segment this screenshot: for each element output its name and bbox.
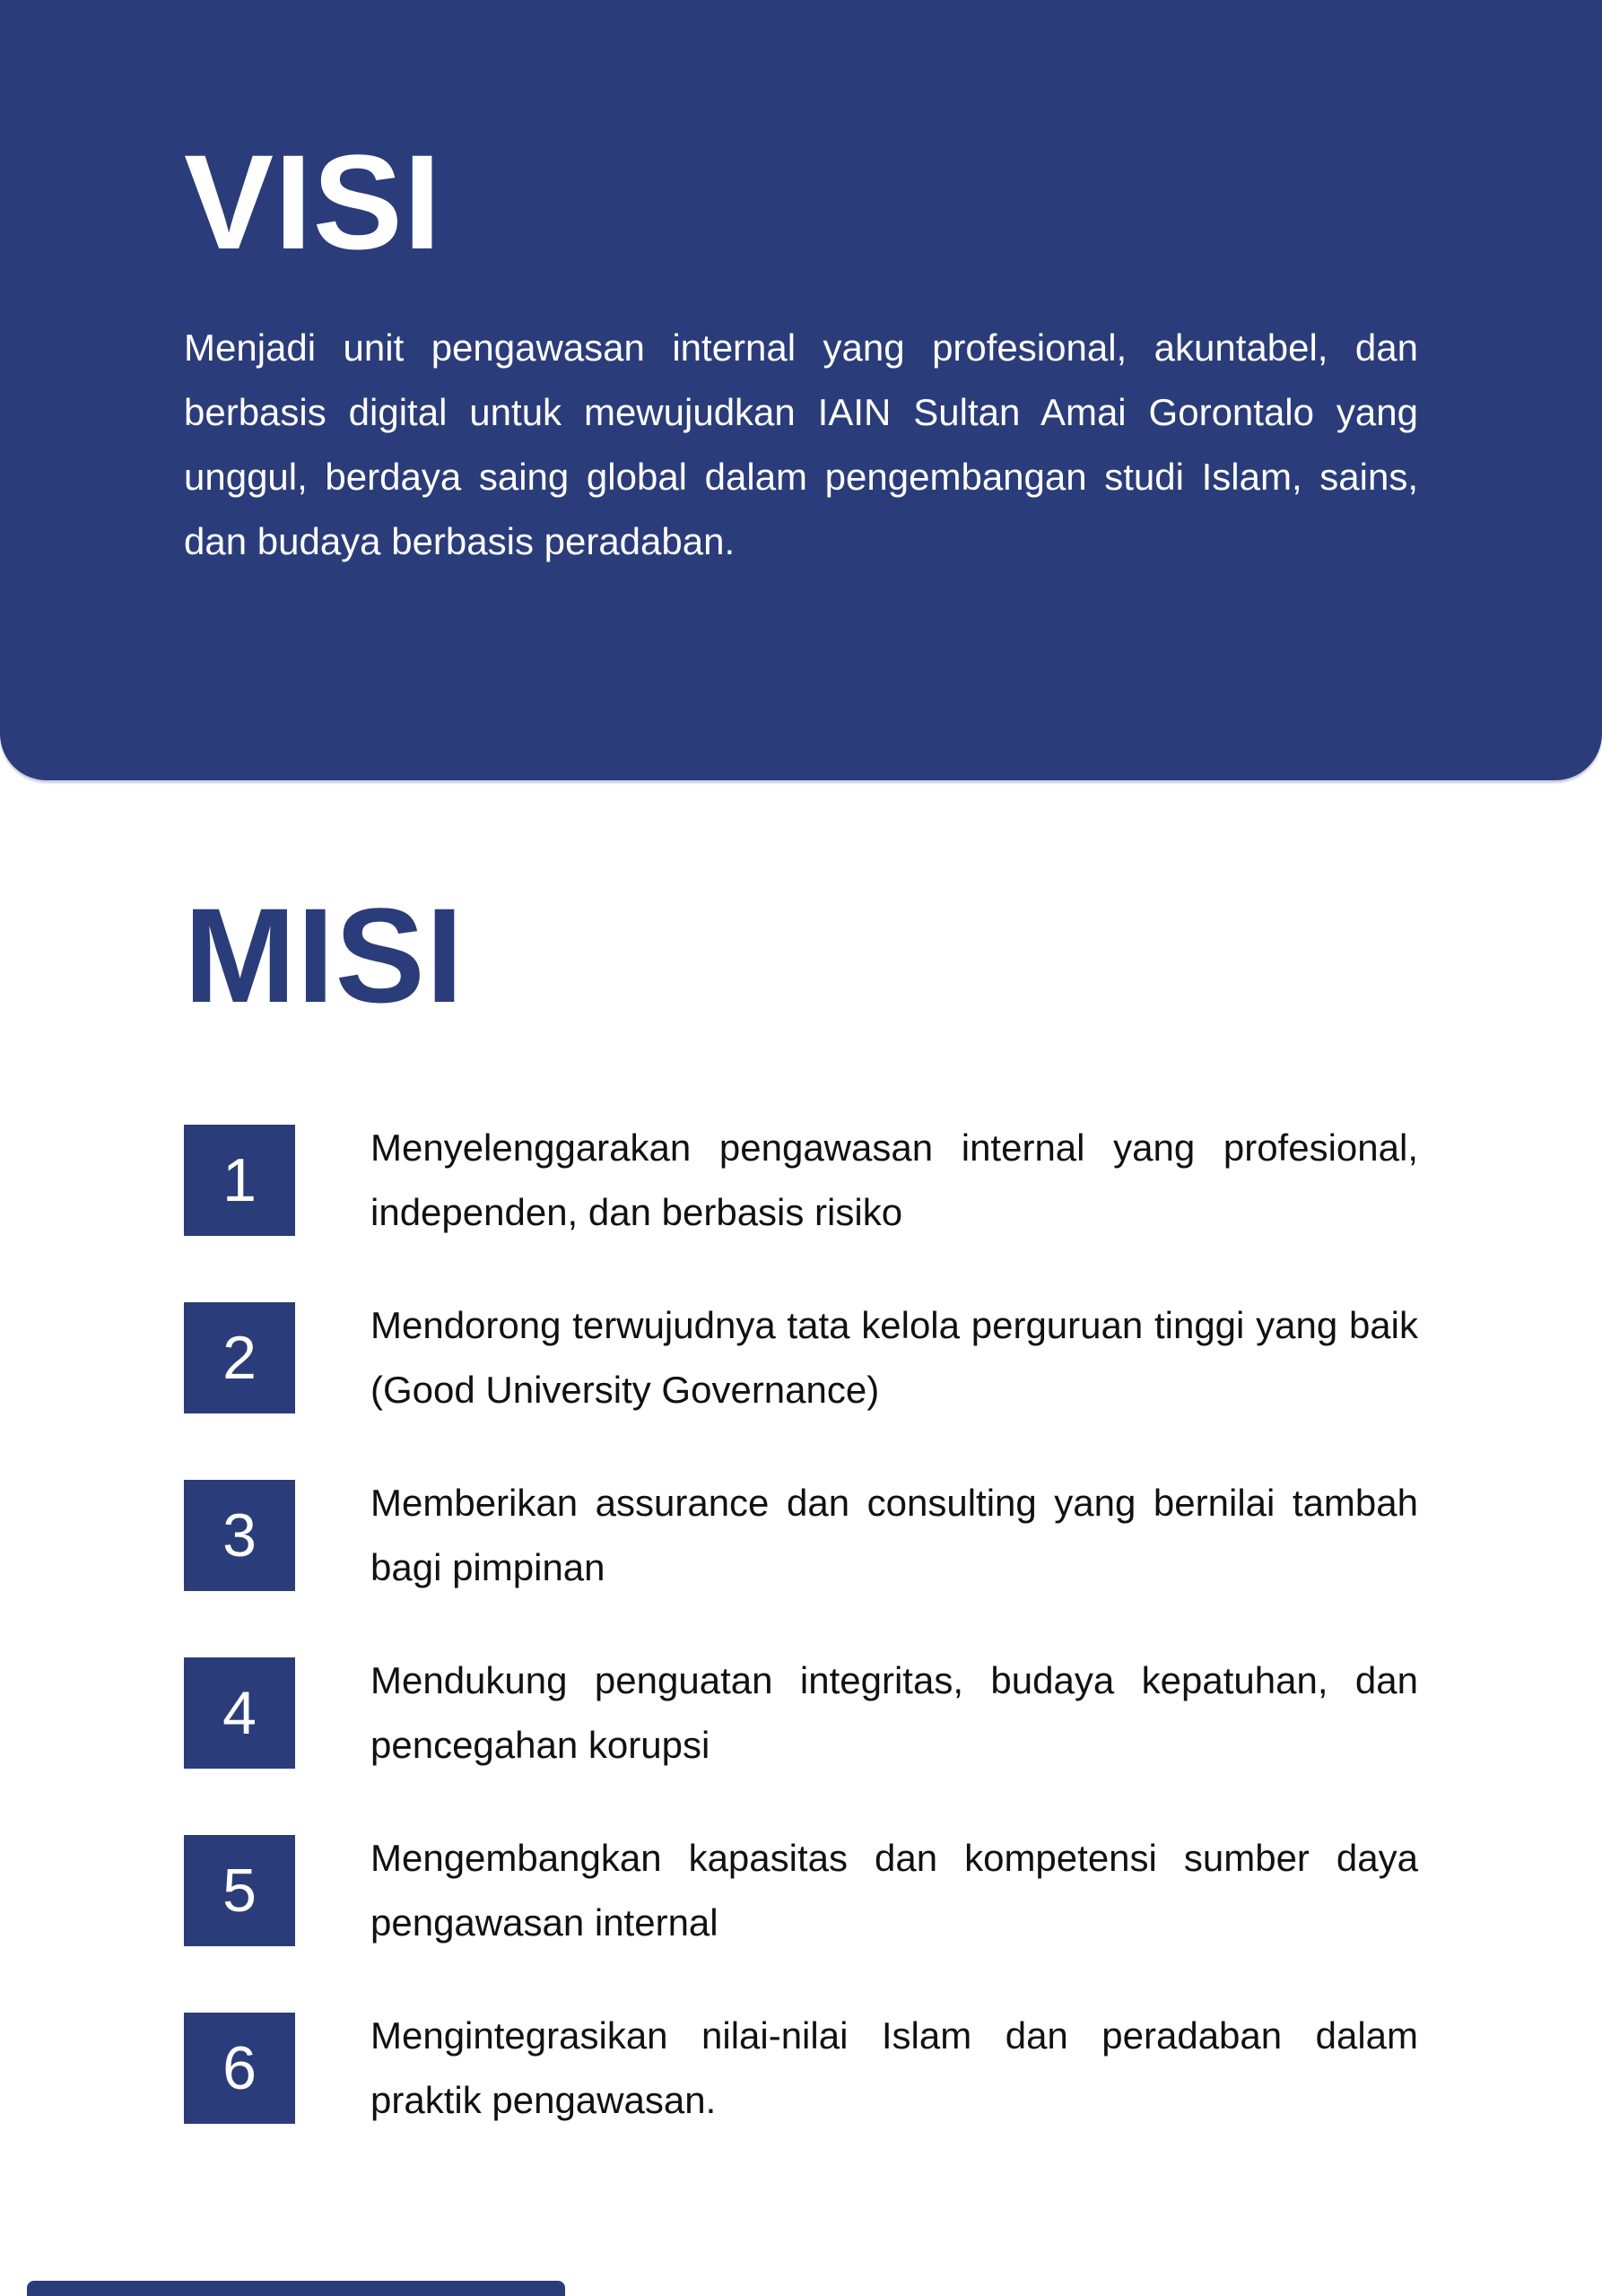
misi-item-number-badge bbox=[184, 1657, 295, 1769]
misi-item bbox=[184, 1116, 1418, 1245]
misi-item-number-badge bbox=[184, 1125, 295, 1236]
misi-item-number: 4 bbox=[222, 1679, 257, 1747]
misi-section bbox=[0, 780, 1602, 2181]
misi-item-text: Memberikan assurance dan consulting yang bernilai tambah bagi pimpinan bbox=[370, 1482, 1418, 1588]
misi-title: MISI bbox=[184, 880, 465, 1031]
visi-section bbox=[0, 0, 1602, 780]
misi-item-number: 1 bbox=[222, 1146, 257, 1214]
misi-item-text: Mendukung penguatan integritas, budaya kepatuhan, dan pencegahan korupsi bbox=[370, 1659, 1418, 1766]
misi-item bbox=[184, 1293, 1418, 1422]
misi-item-number-badge bbox=[184, 1835, 295, 1946]
misi-item-number: 5 bbox=[222, 1857, 257, 1925]
misi-item-number-badge bbox=[184, 1302, 295, 1413]
misi-item-text: Mengembangkan kapasitas dan kompetensi sumber daya pengawasan internal bbox=[370, 1837, 1418, 1944]
next-section-edge-band bbox=[27, 2281, 565, 2296]
misi-item-number: 3 bbox=[222, 1501, 257, 1570]
misi-item bbox=[184, 1826, 1418, 1955]
misi-item bbox=[184, 1471, 1418, 1600]
misi-item-number: 2 bbox=[222, 1324, 257, 1392]
misi-item bbox=[184, 2004, 1418, 2133]
visi-body-text: Menjadi unit pengawasan internal yang profesional, akuntabel, dan berbasis digital untuk mewujudkan IAIN Sultan Amai Gorontalo yang unggul, berdaya saing global dalam pengembangan studi Islam, sains, dan budaya berbasis peradaban. bbox=[184, 326, 1418, 562]
misi-list bbox=[184, 1116, 1418, 2133]
misi-item-number: 6 bbox=[222, 2034, 257, 2102]
misi-item-text: Mendorong terwujudnya tata kelola perguruan tinggi yang baik (Good University Governance) bbox=[370, 1304, 1418, 1411]
misi-item bbox=[184, 1648, 1418, 1778]
misi-item-text: Menyelenggarakan pengawasan internal yang profesional, independen, dan berbasis risiko bbox=[370, 1126, 1418, 1233]
misi-item-text: Mengintegrasikan nilai-nilai Islam dan peradaban dalam praktik pengawasan. bbox=[370, 2014, 1418, 2121]
misi-item-number-badge bbox=[184, 1480, 295, 1591]
misi-item-number-badge bbox=[184, 2013, 295, 2124]
visi-title: VISI bbox=[184, 126, 442, 277]
